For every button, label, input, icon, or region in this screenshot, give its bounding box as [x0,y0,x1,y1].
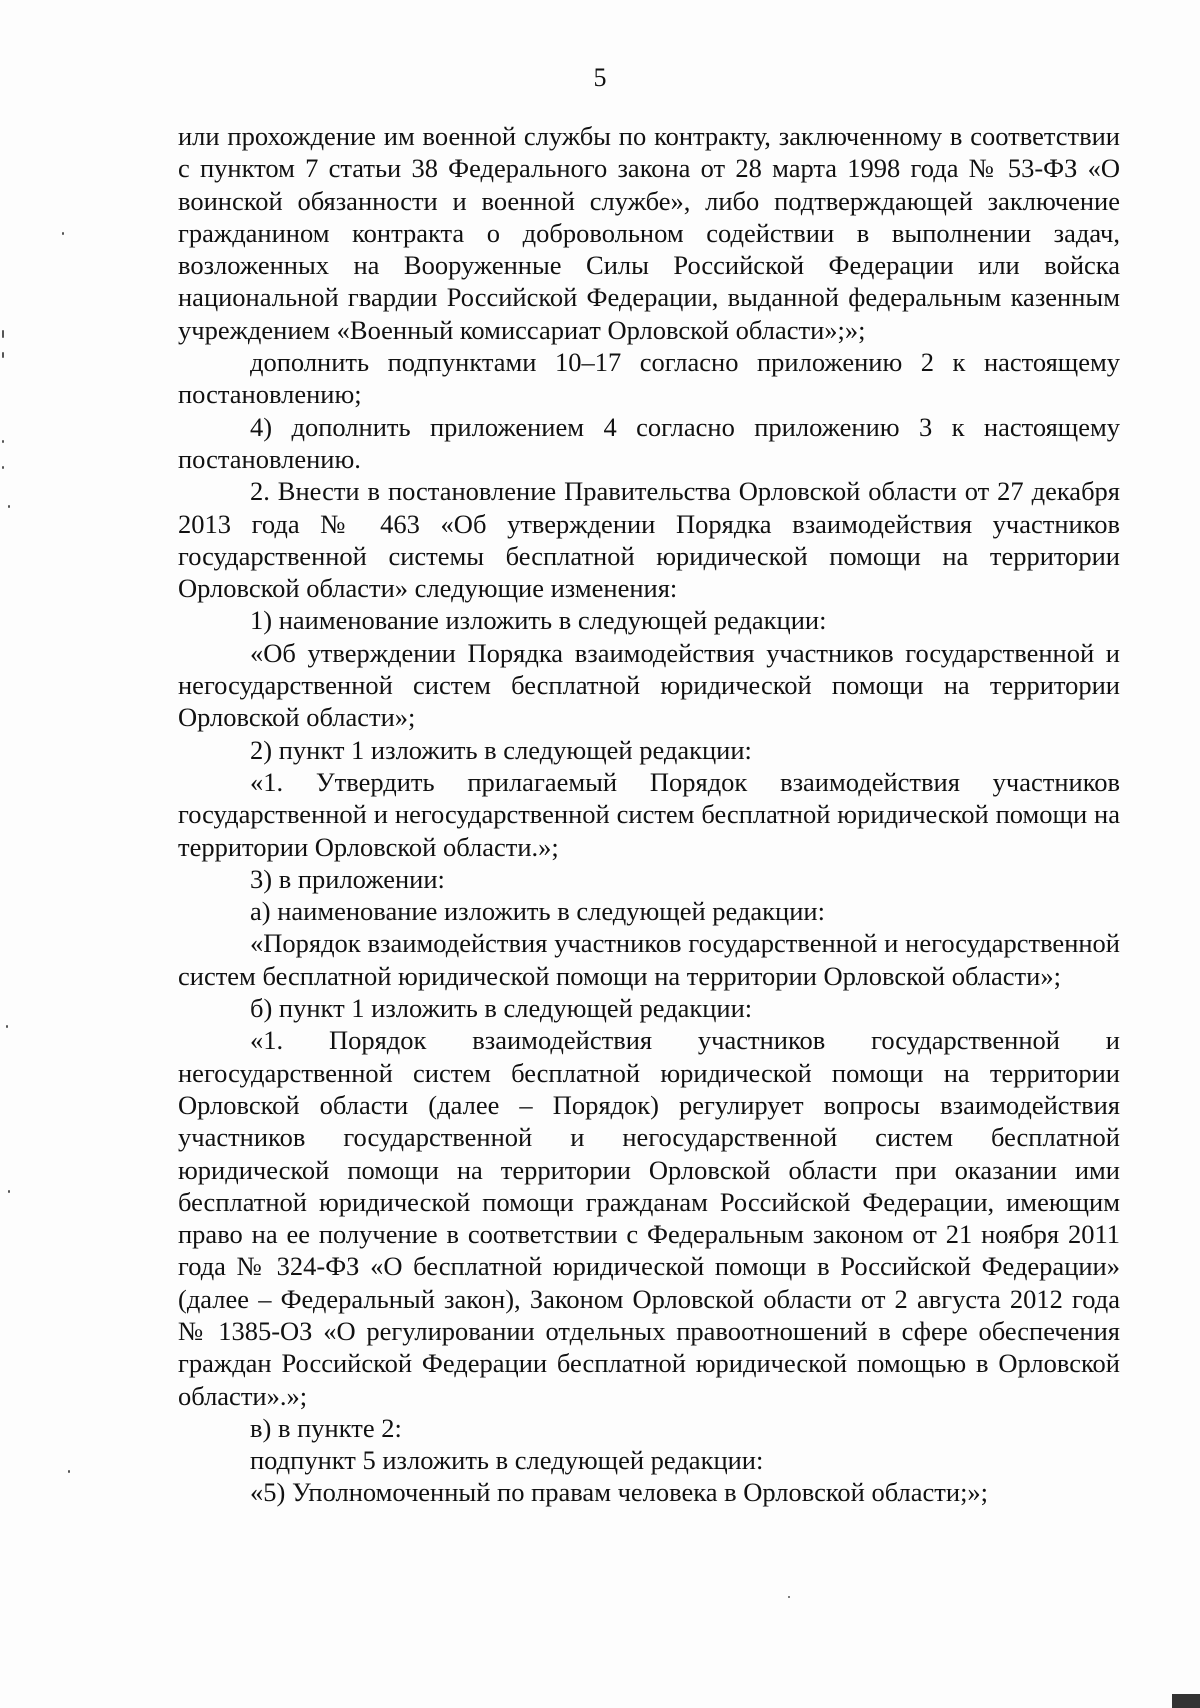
scan-mark [68,1470,70,1473]
paragraph: дополнить подпунктами 10–17 согласно приложению 2 к настоящему постановлению; [178,347,1120,410]
paragraph: «Об утверждении Порядка взаимодействия участников государственной и негосударственной систем бесплатной юридической помощи на территории Орловской области»; [178,637,1120,733]
scan-mark [2,440,4,443]
paragraph: «1. Утвердить прилагаемый Порядок взаимодействия участников государственной и негосударственной систем бесплатной юридической помощи на территории Орловской области.»; [178,766,1120,862]
scan-mark [62,232,64,235]
scan-mark [2,352,4,358]
paragraph: 3) в приложении: [250,863,445,894]
page-number: 5 [593,63,607,92]
paragraph: «1. Порядок взаимодействия участников государственной и негосударственной систем бесплатной юридической помощи на территории Орловской области (далее – Порядок) регулирует вопросы взаимодействия участников государственной и негосударственной систем бесплатной юридической помощи на территории Орловской области при оказании ими бесплатной юридической помощи гражданам Российской Федерации, имеющим право на ее получение в соответствии с Федеральным законом от 21 ноября 2011 года № 324-ФЗ «О бесплатной юридической помощи в Российской Федерации» (далее – Федеральный закон), Законом Орловской области от 2 августа 2012 года № 1385-ОЗ «О регулировании отдельных правоотношений в сфере обеспечения граждан Российской Федерации бесплатной юридической помощью в Орловской области».»; [178,1025,1120,1411]
scan-mark [6,1025,8,1028]
paragraph-continuation: или прохождение им военной службы по контракту, заключенному в соответствии с пунктом 7 статьи 38 Федерального закона от 28 марта 1998 года № 53-ФЗ «О воинской обязанности и военной службе», либо подтверждающей заключение гражданином контракта о добровольном содействии в выполнении задач, возложенных на Вооруженные Силы Российской Федерации или войска национальной гвардии Российской Федерации, выданной федеральным казенным учреждением «Военный комиссариат Орловской области»;»; [178,121,1120,345]
paragraph: в) в пункте 2: [250,1412,402,1443]
scan-mark [8,505,10,508]
scan-mark [8,1190,10,1193]
paragraph: «Порядок взаимодействия участников государственной и негосударственной систем бесплатной юридической помощи на территории Орловской области»; [178,928,1120,991]
paragraph: 2) пункт 1 изложить в следующей редакции: [250,734,752,765]
document-body [178,120,1120,1509]
paragraph: 1) наименование изложить в следующей редакции: [250,605,827,636]
scan-mark [1172,1694,1200,1708]
scan-mark [2,466,4,469]
paragraph: а) наименование изложить в следующей редакции: [250,896,825,927]
scan-mark [2,330,4,338]
paragraph: 2. Внести в постановление Правительства Орловской области от 27 декабря 2013 года № 463 «Об утверждении Порядка взаимодействия участников государственной системы бесплатной юридической помощи на территории Орловской области» следующие изменения: [178,476,1120,604]
paragraph: 4) дополнить приложением 4 согласно приложению 3 к настоящему постановлению. [178,411,1120,474]
paragraph: б) пункт 1 изложить в следующей редакции: [250,993,753,1024]
paragraph: подпункт 5 изложить в следующей редакции: [250,1445,764,1476]
paragraph: «5) Уполномоченный по правам человека в Орловской области;»; [250,1477,989,1508]
scan-mark [788,1596,790,1598]
